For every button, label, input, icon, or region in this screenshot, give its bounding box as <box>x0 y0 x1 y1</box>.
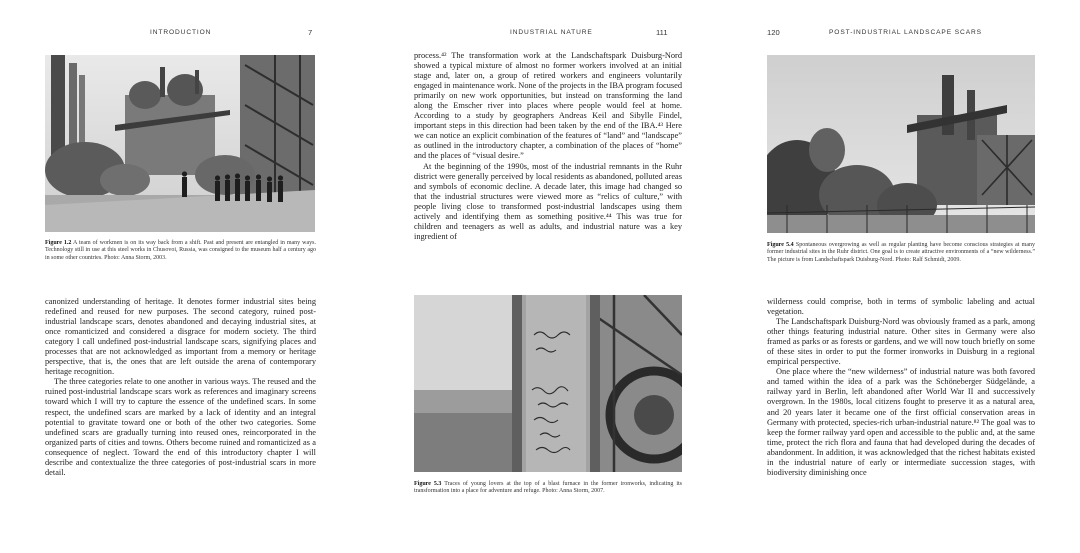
paragraph: process.⁴² The transformation work at the Landschaftspark Duisburg-Nord showed a typical mixture of almost no former workers involved at an initial stage and, later on, a group of retired workers and engineers voluntarily engaged in maintenance work. None of the projects in the IBA program focused primarily on new work opportunities, but instead on transforming the land along the Emscher river into places where people would feel at home. According to a study by geographers Andreas Keil and Sibylle Findel, important steps in this direction had been taken by the end of the IBA.⁴³ Here we can notice an explicit combination of the features of “land” and “landscape” as outlined in the introductory chapter, a combination of the places of “home” and the places of “visual desire.” <box>414 51 682 161</box>
body-text <box>767 297 1035 478</box>
caption-text: Traces of young lovers at the top of a blast furnace in the former ironworks, indicating its transformation into a place for adventure and refuge. Photo: Anna Storm, 2007. <box>414 481 682 495</box>
page-number: 7 <box>308 28 313 37</box>
figure-caption <box>767 242 1035 264</box>
page-number: 120 <box>767 28 780 37</box>
page-7 <box>40 0 325 553</box>
figure-overgrown-ironworks-photo <box>767 55 1035 233</box>
figure-caption <box>414 481 682 496</box>
figure-steelworks-photo <box>45 55 315 232</box>
body-text <box>45 297 316 478</box>
running-header <box>414 29 684 39</box>
header-title: INDUSTRIAL NATURE <box>510 29 593 36</box>
caption-text: Spontaneous overgrowing as well as regular planting have become conscious strategies at many former industrial sites in the Ruhr district. One goal is to create attractive environments of a “new wilderness.” The picture is from Landschaftspark Duisburg-Nord. Photo: Ralf Schmidt, 2009. <box>767 242 1035 263</box>
paragraph: One place where the “new wilderness” of industrial nature was both favored and tamed within the idea of a park was the Schöneberger Südgelände, a railway yard in Berlin, left abandoned after World War II and successively overgrown. In the 1980s, local citizens fought to preserve it as a natural area, and 20 years later it became one of the first official conservation areas in Germany with protected, species-rich urban-industrial nature.⁸² The goal was to keep the former railway yard open and accessible to the public and, at the same time, protect the rich flora and fauna that had developed during the decades of abandonment. In addition, it was acknowledged that the richest habitats existed in the industrial nature of early or intermediate succession stages, with biodiversity diminishing once <box>767 367 1035 477</box>
figure-caption <box>45 240 316 262</box>
header-title: INTRODUCTION <box>150 29 212 36</box>
page-111 <box>414 0 684 553</box>
paragraph: The Landschaftspark Duisburg-Nord was obviously framed as a park, among other things featuring industrial nature. Other sites in Germany were also framed as parks or as forests or gardens, and we will now touch briefly on some of these sites in order to put the former ironworks in Duisburg in a regional empirical perspective. <box>767 317 1035 367</box>
paragraph: canonized understanding of heritage. It denotes former industrial sites being redefined and reused for new purposes. The second category, ruined post-industrial landscape scars, denotes abandoned and decaying industrial sites, at once romanticized and considered a disgrace for modern society. The third category I call undefined post-industrial landscape scars, signifying places and processes that are not acknowledged as important from a memory or heritage perspective, that is, the ones that are left outside the arena of contemporary heritage recognition. <box>45 297 316 377</box>
page-120 <box>765 0 1040 553</box>
caption-label: Figure 5.4 <box>767 242 794 248</box>
page-number: 111 <box>656 28 668 37</box>
paragraph: wilderness could comprise, both in terms of symbolic labeling and actual vegetation. <box>767 297 1035 317</box>
caption-label: Figure 5.3 <box>414 481 442 487</box>
figure-blast-furnace-photo <box>414 295 682 472</box>
caption-text: A team of workmen is on its way back from a shift. Past and present are entangled in many ways. Technology still in use at this steel works in Chusovoi, Russia, was consigned to the museum half a century ago in some other countries. Photo: Anna Storm, 2003. <box>45 240 316 261</box>
running-header <box>765 29 1040 39</box>
caption-label: Figure 1.2 <box>45 240 72 246</box>
body-text <box>414 51 682 242</box>
running-header <box>40 29 325 39</box>
header-title: POST-INDUSTRIAL LANDSCAPE SCARS <box>829 29 982 36</box>
paragraph: The three categories relate to one another in various ways. The reused and the ruined post-industrial landscape scars work as references and imaginary screens toward which I will try to capture the essence of the undefined scars. In some respect, the undefined scars are marked by a lack of identity and an integral potential to gravitate toward one or both of the other two categories. Some undefined scars are gradually turning into reused ones, reincorporated in the organized parts of cities and towns. Others become ruined and romanticized as a consequence of neglect. Toward the end of this introductory chapter I will describe and contextualize the three categories of post-industrial scars in more detail. <box>45 377 316 477</box>
paragraph: At the beginning of the 1990s, most of the industrial remnants in the Ruhr district were generally perceived by local residents as abandoned, polluted areas and symbols of economic decline. A decade later, this image had changed so that the industrial structures were viewed more as “relics of culture,” with people living close to transformed post-industrial landscapes using them actively and identifying them as something positive.⁴⁴ This was true for children and teenagers as well as adults, and industrial nature was a key ingredient of <box>414 161 682 241</box>
